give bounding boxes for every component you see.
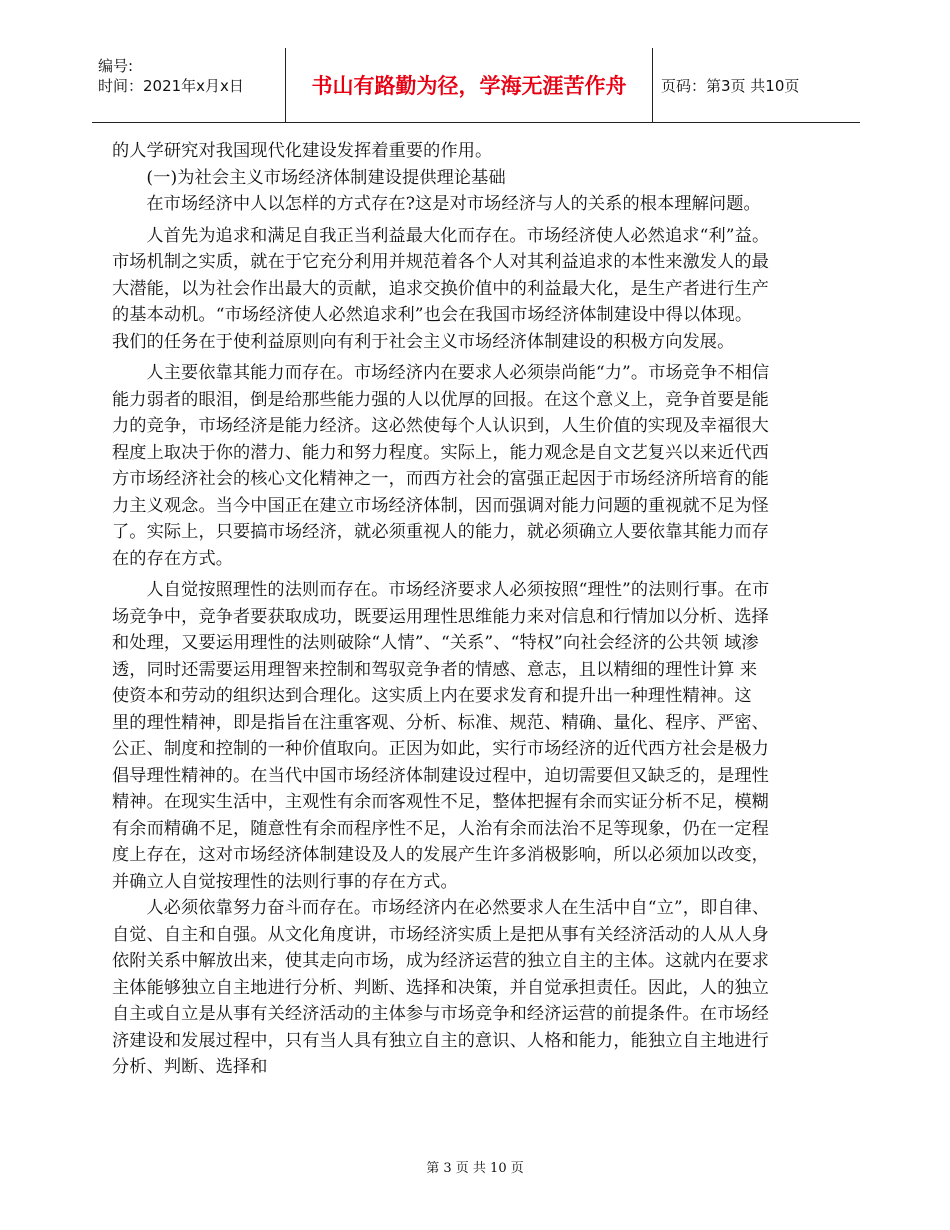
footer-page-number: 第 3 页 共 10 页 (426, 1161, 524, 1176)
number-label: 编号: (98, 57, 134, 75)
paragraph: 人必须依靠努力奋斗而存在。市场经济内在必然要求人在生活中自“立”，即自律、 自觉、自主和自强。从文化角度讲，市场经济实质上是把从事有关经济活动的人从人身 依附关系中解放出来，使其走向市场，成为经济运营的独立自主的主体。这就内在要求 主体能够独立自主地进行分析、判断、选择和决策，并自觉承担责任。因此，人的独立 自主或自立是从事有关经济活动的主体参与市场竞争和经济运营的前提条件。在市场经 济建设和发展过程中，只有当人具有独立自主的意识、人格和能力，能独立自主地进行 分析、判断、选择和 (112, 898, 770, 1077)
paragraph: 人首先为追求和满足自我正当利益最大化而存在。市场经济使人必然追求“利”益。 市场机制之实质，就在于它充分利用并规范着各个人对其利益追求的本性来激发人的最 大潜能，以为社会作出最大的贡献，追求交换价值中的利益最大化，是生产者进行生产 的基本动机。“市场经济使人必然追求利”也会在我国市场经济体制建设中得以体现。 我们的任务在于使利益原则向有利于社会主义市场经济体制建设的积极方向发展。 (112, 225, 770, 352)
page-footer (0, 1157, 950, 1176)
time-label: 时间：2021年x月x日 (98, 77, 244, 95)
paragraph: 在市场经济中人以怎样的方式存在?这是对市场经济与人的关系的根本理解问题。 (146, 194, 761, 214)
section-heading: (一)为社会主义市场经济体制建设提供理论基础 (146, 167, 506, 188)
paragraph: 人主要依靠其能力而存在。市场经济内在要求人必须崇尚能“力”。市场竞争不相信 能力弱者的眼泪，倒是给那些能力强的人以优厚的回报。在这个意义上，竞争首要是能 力的竞争，市场经济是能力经济。这必然使每个人认识到，人生价值的实现及幸福很大 程度上取决于你的潜力、能力和努力程度。实际上，能力观念是自文艺复兴以来近代西 方市场经济社会的核心文化精神之一，而西方社会的富强正起因于市场经济所培育的能 力主义观念。当今中国正在建立市场经济体制，因而强调对能力问题的重视就不足为怪 了。实际上，只要搞市场经济，就必须重视人的能力，就必须确立人要依靠其能力而存 在的存在方式。 (112, 363, 770, 569)
header-motto: 书山有路勤为径，学海无涯苦作舟 (285, 48, 653, 122)
body-text (112, 138, 772, 1081)
page-header (92, 48, 860, 123)
header-page-number: 页码：第3页 共10页 (661, 76, 800, 95)
paragraph: 人自觉按照理性的法则而存在。市场经济要求人必须按照“理性”的法则行事。在市 场竞争中，竞争者要获取成功，既要运用理性思维能力来对信息和行情加以分析、选择 和处理，又要运用理性的法则破除“人情”、“关系”、“特权”向社会经济的公共领 域渗透，同时还需要运用理智来控制和驾驭竞争者的情感、意志，且以精细的理性计算 来使资本和劳动的组织达到合理化。这实质上内在要求发育和提升出一种理性精神。这 里的理性精神，即是指旨在注重客观、分析、标准、规范、精确、量化、程序、严密、 公正、制度和控制的一种价值取向。正因为如此，实行市场经济的近代西方社会是极力 倡导理性精神的。在当代中国市场经济体制建设过程中，迫切需要但又缺乏的，是理性 精神。在现实生活中，主观性有余而客观性不足，整体把握有余而实证分析不足，模糊 有余而精确不足，随意性有余而程序性不足，人治有余而法治不足等现象，仍在一定程 度上存在，这对市场经济体制建设及人的发展产生许多消极影响，所以必须加以改变， 并确立人自觉按理性的法则行事的存在方式。 (112, 580, 770, 892)
header-meta (92, 48, 285, 122)
paragraph: 的人学研究对我国现代化建设发挥着重要的作用。 (112, 141, 493, 161)
